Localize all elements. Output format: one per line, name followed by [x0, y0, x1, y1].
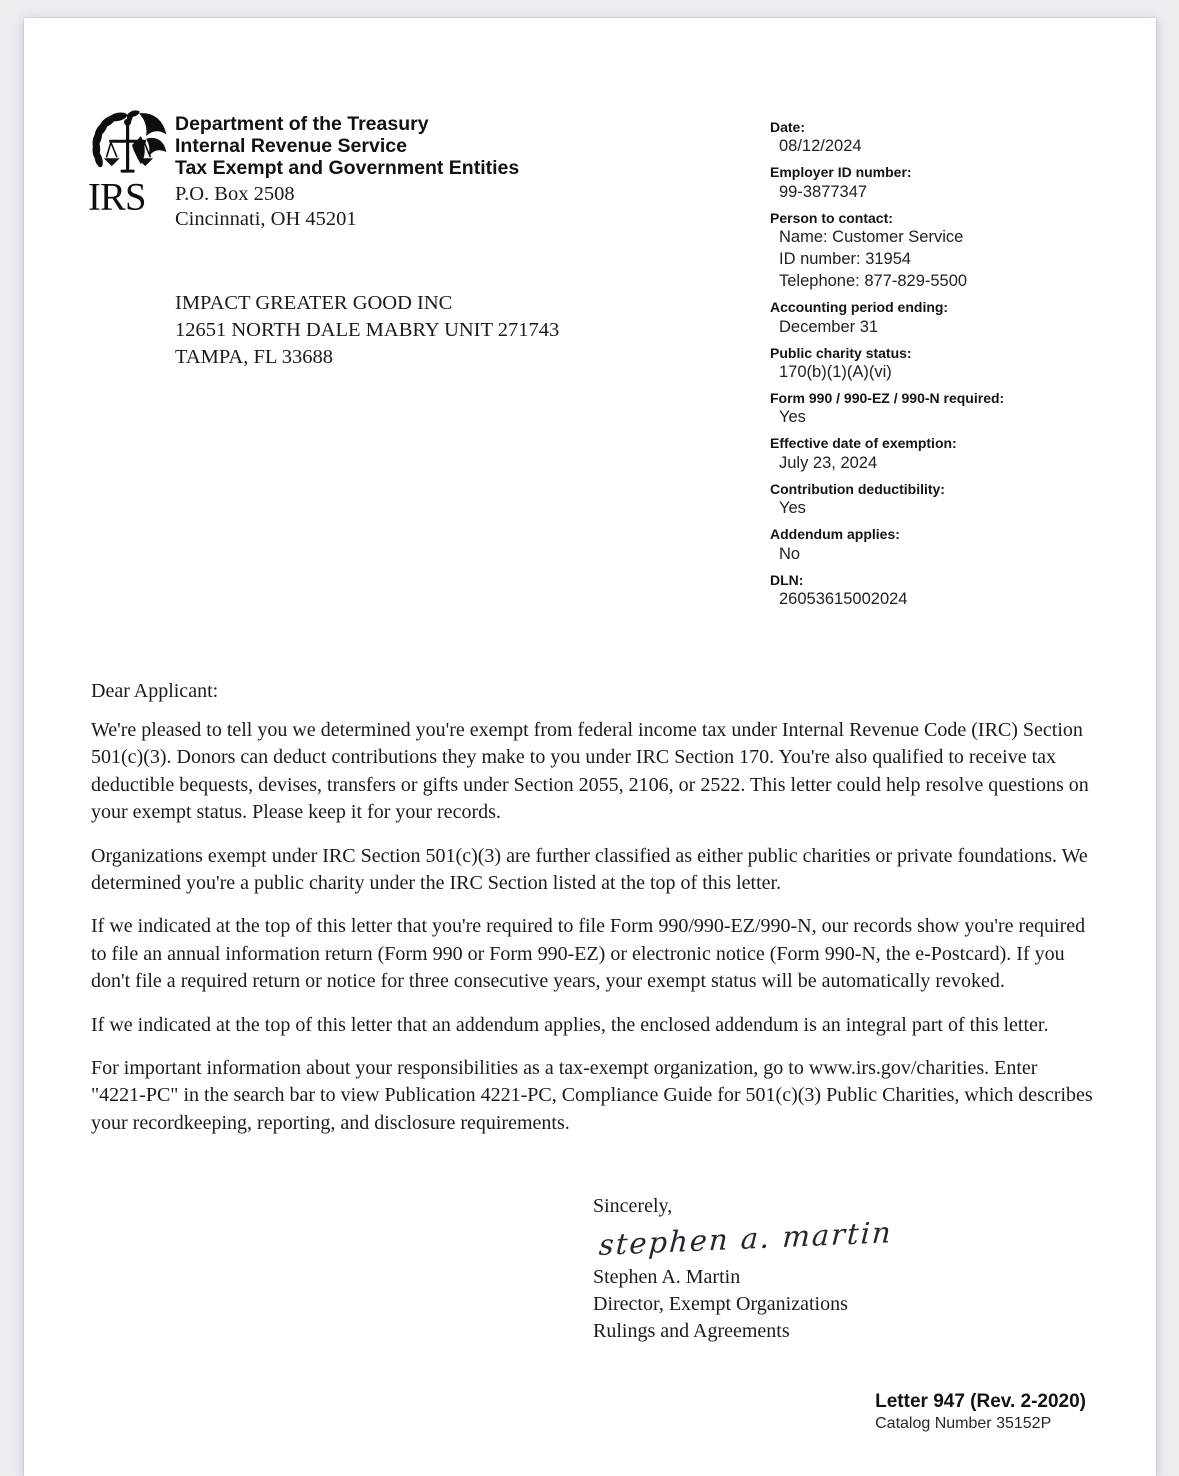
info-label: Person to contact: — [770, 209, 893, 226]
info-label: Employer ID number: — [770, 164, 912, 181]
info-value: 08/12/2024 — [779, 137, 862, 156]
info-value: December 31 — [779, 317, 879, 336]
body-paragraph-1: We're pleased to tell you we determined you're exempt from federal income tax under Internal Revenue Code (IRC) Section 501(c)(3). Donors can deduct contributions they make to you under IRC Section 170. You're also qualified to receive tax deductible bequests, devises, transfers or gifts under Section 2055, 2106, or 2522. This letter could help resolve questions on your exempt status. Please keep it for your records. — [91, 719, 1089, 824]
info-item-charity-status — [770, 344, 1130, 384]
signer-name: Stephen A. Martin — [593, 1266, 741, 1288]
body-paragraph-5: For important information about your responsibilities as a tax-exempt organization, go to www.irs.gov/charities. Enter "4221-PC" in the search bar to view Publication 4221-PC, Compliance Guide for 501(c)(3) Public Charities, which describes your recordkeeping, reporting, and disclosure requirements. — [91, 1057, 1093, 1134]
salutation: Dear Applicant: — [91, 680, 219, 702]
info-label: Contribution deductibility: — [770, 480, 945, 497]
info-item-form-990 — [770, 389, 1130, 429]
info-value: 99-3877347 — [779, 182, 868, 201]
info-label: Accounting period ending: — [770, 299, 949, 316]
info-label: Public charity status: — [770, 344, 912, 361]
agency-line-3: Tax Exempt and Government Entities — [175, 156, 520, 179]
info-item-accounting-period — [770, 298, 1130, 338]
recipient-street: 12651 NORTH DALE MABRY UNIT 271743 — [175, 319, 560, 341]
irs-logotype: IRS — [88, 175, 146, 214]
info-label: Date: — [770, 119, 806, 135]
info-value: ID number: 31954 — [779, 250, 912, 269]
catalog-number: Catalog Number 35152P — [875, 1414, 1052, 1432]
info-item-effective-date — [770, 434, 1130, 474]
recipient-name: IMPACT GREATER GOOD INC — [175, 292, 453, 314]
info-item-dln — [770, 571, 1130, 611]
info-item-deductibility — [770, 480, 1130, 520]
body-paragraph-2: Organizations exempt under IRC Section 501(c)(3) are further classified as either public charities or private foundations. We determined you're a public charity under the IRC Section listed at the top of this letter. — [91, 844, 1088, 895]
info-value: No — [779, 544, 801, 563]
info-label: Effective date of exemption: — [770, 435, 957, 452]
recipient-address — [175, 290, 735, 371]
info-item-date — [770, 118, 1130, 158]
info-item-addendum — [770, 525, 1130, 565]
info-value: Yes — [779, 408, 806, 427]
info-value: Telephone: 877-829-5500 — [779, 272, 968, 291]
signature-block — [593, 1193, 1073, 1345]
letter-page — [24, 18, 1156, 1476]
info-label: Addendum applies: — [770, 526, 900, 543]
letter-footer — [875, 1390, 1086, 1435]
body-paragraph-4: If we indicated at the top of this letter that an addendum applies, the enclosed addendum is an integral part of this letter. — [91, 1013, 1049, 1036]
letter-body — [91, 678, 1093, 1153]
info-value: 170(b)(1)(A)(vi) — [779, 362, 892, 381]
agency-po-box: P.O. Box 2508 — [175, 183, 295, 206]
agency-city-state: Cincinnati, OH 45201 — [175, 208, 357, 231]
signer-title-2: Rulings and Agreements — [593, 1320, 790, 1342]
info-value: July 23, 2024 — [779, 453, 878, 472]
agency-address — [175, 182, 795, 232]
info-value: Name: Customer Service — [779, 228, 964, 247]
info-item-ein — [770, 163, 1130, 203]
handwritten-signature: stephen a. martin — [597, 1215, 894, 1263]
irs-seal-icon — [88, 106, 176, 214]
letter-id: Letter 947 (Rev. 2-2020) — [875, 1391, 1086, 1412]
signer-title-1: Director, Exempt Organizations — [593, 1293, 848, 1315]
letterhead — [175, 114, 795, 232]
info-value: 26053615002024 — [779, 590, 908, 608]
body-paragraph-3: If we indicated at the top of this letter that you're required to file Form 990/990-EZ/990-N, our records show you're required to file an annual information return (Form 990 or Form 990-EZ) or electronic notice (Form 990-N, the e-Postcard). If you don't file a required return or notice for three consecutive years, your exempt status will be automatically revoked. — [91, 915, 1086, 993]
info-value: Yes — [779, 499, 806, 518]
info-panel — [770, 118, 1130, 616]
recipient-city: TAMPA, FL 33688 — [175, 346, 334, 368]
info-label: DLN: — [770, 571, 804, 588]
agency-line-2: Internal Revenue Service — [175, 134, 407, 157]
info-label: Form 990 / 990-EZ / 990-N required: — [770, 389, 1005, 406]
agency-line-1: Department of the Treasury — [175, 113, 429, 135]
closing-salutation: Sincerely, — [593, 1195, 673, 1217]
info-item-contact — [770, 209, 1130, 293]
